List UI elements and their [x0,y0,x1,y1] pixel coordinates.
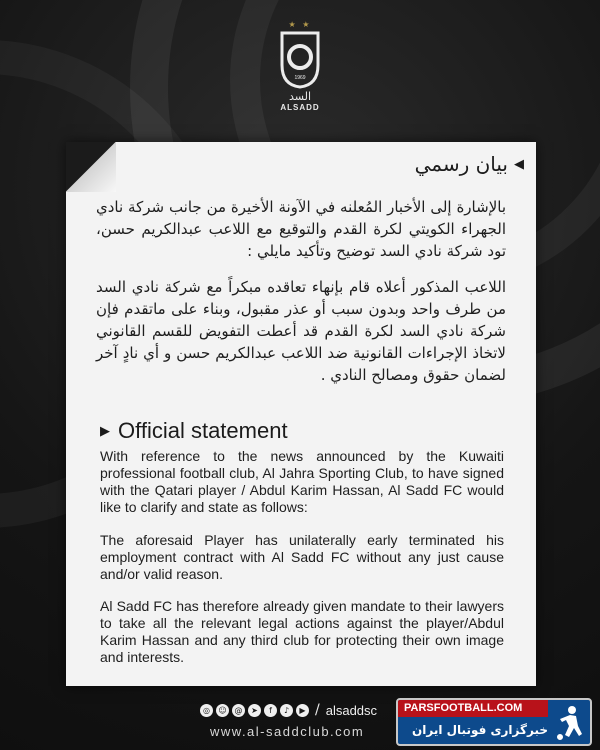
logo-name-english: ALSADD [280,103,320,112]
crest-icon [278,31,322,89]
logo-stars: ★ ★ [288,20,312,29]
facebook-icon[interactable]: f [264,704,277,717]
instagram-icon[interactable]: ◎ [200,704,213,717]
watermark-badge [396,698,592,746]
english-heading-text: Official statement [118,418,288,443]
social-bar [200,702,377,718]
logo-year: 1969 [294,75,306,81]
club-logo [266,20,334,112]
social-handle[interactable]: alsaddsc [325,702,378,718]
english-heading [100,418,288,444]
telegram-icon[interactable]: ➤ [248,704,261,717]
youtube-icon[interactable]: ▶ [296,704,309,717]
watermark-site: PARSFOOTBALL.COM [398,700,548,717]
threads-icon[interactable]: @ [232,704,245,717]
arabic-paragraph: اللاعب المذكور أعلاه قام بإنهاء تعاقده مبكراً مع شركة نادي السد من طرف واحد وبدون سبب أو عذر مقبول، وبناء على ماتقدم فإن شركة نادي السد لكرة القدم قد أعطت التفويض للقسم القانوني لاتخاذ الإجراءات القانونية ضد اللاعب عبدالكريم حسن و أي نادٍ آخر لضمان حقوق ومصالح النادي . [96,278,506,384]
triangle-right-icon: ▶ [100,423,110,438]
tiktok-icon[interactable]: ♪ [280,704,293,717]
english-paragraph: With reference to the news announced by the Kuwaiti professional football club, Al Jahra Sporting Club, to have signed with the Qatari player / Abdul Karim Hassan, Al Sadd FC would like to clarify and state as follows: [100,448,504,515]
english-paragraph: The aforesaid Player has unilaterally early terminated his employment contract with Al Sadd FC without any just cause and/or valid reason. [100,532,504,582]
watermark-tagline: خبرگزاری فوتبال ایران [412,723,548,737]
english-paragraph: Al Sadd FC has therefore already given mandate to their lawyers to take all the relevant legal actions against the player/Abdul Karim Hassan and any third club for protecting their own image and interests. [100,598,504,665]
logo-name-arabic: السد [289,90,311,103]
triangle-left-icon: ◀ [514,156,524,172]
arabic-heading-text: بيان رسمي [414,152,508,176]
separator: / [315,702,320,718]
website-link[interactable]: www.al-saddclub.com [210,724,365,739]
arabic-paragraph: بالإشارة إلى الأخبار المُعلنه في الآونة الأخيرة من جانب شركة نادي الجهراء الكويتي لكرة القدم والتوقيع مع اللاعب عبدالكريم حسن، تود شركة نادي السد توضيح وتأكيد مايلي : [96,198,506,260]
arabic-heading [415,152,524,176]
football-player-icon [552,704,586,742]
folded-corner [66,142,116,192]
snapchat-icon[interactable]: ☺ [216,704,229,717]
